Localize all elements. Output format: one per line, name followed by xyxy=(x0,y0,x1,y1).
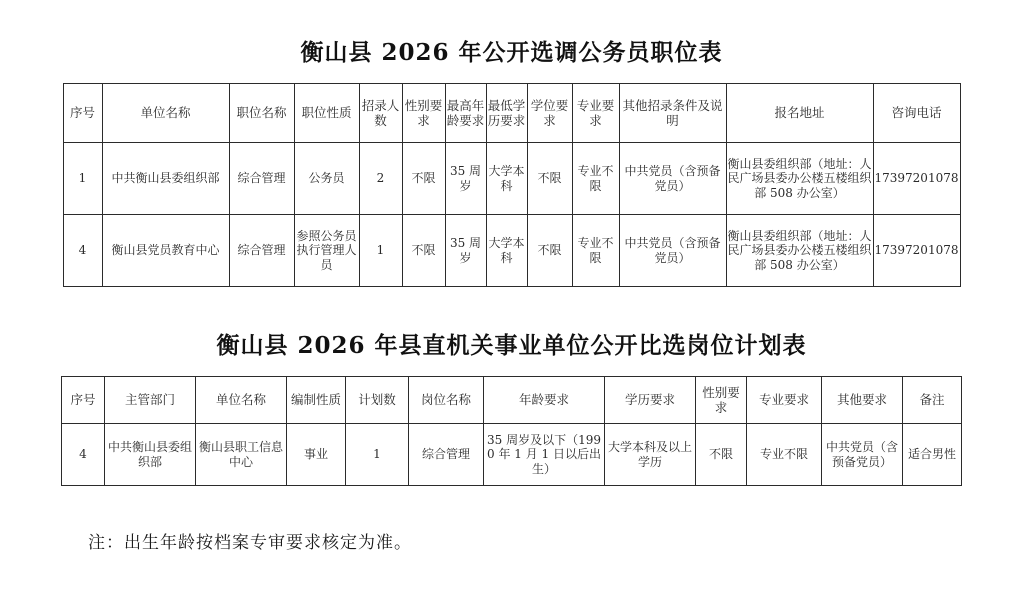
cell-degree: 不限 xyxy=(527,215,572,287)
col-header-major: 专业要求 xyxy=(747,377,822,424)
positions-table xyxy=(63,83,961,287)
table-row xyxy=(63,215,960,287)
col-header-gender: 性别要求 xyxy=(402,84,445,143)
plan-table-body xyxy=(62,424,962,486)
col-header-department: 主管部门 xyxy=(105,377,196,424)
col-header-address: 报名地址 xyxy=(726,84,873,143)
table-row xyxy=(62,424,962,486)
footnote: 注：出生年龄按档案专审要求核定为准。 xyxy=(88,533,412,553)
cell-degree: 不限 xyxy=(527,143,572,215)
cell-unit: 衡山县党员教育中心 xyxy=(102,215,229,287)
col-header-unit: 单位名称 xyxy=(196,377,287,424)
col-header-remark: 备注 xyxy=(903,377,962,424)
positions-table-header xyxy=(63,84,960,143)
col-header-nature: 编制性质 xyxy=(287,377,346,424)
page-title-plan-table: 衡山县 2026 年县直机关事业单位公开比选岗位计划表 xyxy=(216,332,807,359)
cell-major: 专业不限 xyxy=(572,215,619,287)
col-header-gender: 性别要求 xyxy=(696,377,747,424)
cell-count: 1 xyxy=(359,215,402,287)
col-header-age: 年龄要求 xyxy=(484,377,605,424)
cell-seq: 1 xyxy=(63,143,102,215)
col-header-phone: 咨询电话 xyxy=(873,84,960,143)
cell-gender: 不限 xyxy=(402,143,445,215)
col-header-major: 专业要求 xyxy=(572,84,619,143)
cell-other: 中共党员（含预备党员） xyxy=(619,215,726,287)
cell-seq: 4 xyxy=(62,424,105,486)
cell-department: 中共衡山县委组织部 xyxy=(105,424,196,486)
col-header-other: 其他招录条件及说明 xyxy=(619,84,726,143)
cell-education: 大学本科 xyxy=(486,143,527,215)
plan-table-header xyxy=(62,377,962,424)
col-header-education: 学历要求 xyxy=(605,377,696,424)
col-header-count: 招录人数 xyxy=(359,84,402,143)
positions-table-body xyxy=(63,143,960,287)
cell-count: 1 xyxy=(346,424,409,486)
document-page xyxy=(0,34,1023,602)
col-header-position: 岗位名称 xyxy=(409,377,484,424)
col-header-count: 计划数 xyxy=(346,377,409,424)
page-title-positions-table: 衡山县 2026 年公开选调公务员职位表 xyxy=(300,39,723,66)
cell-nature: 公务员 xyxy=(294,143,359,215)
cell-age: 35 周岁 xyxy=(445,143,486,215)
cell-education: 大学本科 xyxy=(486,215,527,287)
table-header-row xyxy=(62,377,962,424)
col-header-age: 最高年龄要求 xyxy=(445,84,486,143)
cell-phone: 17397201078 xyxy=(873,143,960,215)
table-row xyxy=(63,143,960,215)
col-header-unit: 单位名称 xyxy=(102,84,229,143)
cell-gender: 不限 xyxy=(696,424,747,486)
cell-age: 35 周岁及以下（1990 年 1 月 1 日以后出生） xyxy=(484,424,605,486)
col-header-position: 职位名称 xyxy=(229,84,294,143)
cell-seq: 4 xyxy=(63,215,102,287)
cell-major: 专业不限 xyxy=(572,143,619,215)
col-header-education: 最低学历要求 xyxy=(486,84,527,143)
table-header-row xyxy=(63,84,960,143)
plan-table xyxy=(61,376,962,486)
cell-address: 衡山县委组织部（地址：人民广场县委办公楼五楼组织部 508 办公室） xyxy=(726,215,873,287)
col-header-seq: 序号 xyxy=(63,84,102,143)
cell-position: 综合管理 xyxy=(409,424,484,486)
cell-address: 衡山县委组织部（地址：人民广场县委办公楼五楼组织部 508 办公室） xyxy=(726,143,873,215)
cell-phone: 17397201078 xyxy=(873,215,960,287)
col-header-degree: 学位要求 xyxy=(527,84,572,143)
col-header-other: 其他要求 xyxy=(822,377,903,424)
cell-nature: 事业 xyxy=(287,424,346,486)
cell-position: 综合管理 xyxy=(229,215,294,287)
cell-major: 专业不限 xyxy=(747,424,822,486)
cell-education: 大学本科及以上学历 xyxy=(605,424,696,486)
col-header-nature: 职位性质 xyxy=(294,84,359,143)
cell-unit: 衡山县职工信息中心 xyxy=(196,424,287,486)
cell-gender: 不限 xyxy=(402,215,445,287)
cell-unit: 中共衡山县委组织部 xyxy=(102,143,229,215)
cell-nature: 参照公务员执行管理人员 xyxy=(294,215,359,287)
cell-position: 综合管理 xyxy=(229,143,294,215)
col-header-seq: 序号 xyxy=(62,377,105,424)
cell-other: 中共党员（含预备党员） xyxy=(619,143,726,215)
cell-remark: 适合男性 xyxy=(903,424,962,486)
cell-other: 中共党员（含预备党员） xyxy=(822,424,903,486)
cell-count: 2 xyxy=(359,143,402,215)
cell-age: 35 周岁 xyxy=(445,215,486,287)
